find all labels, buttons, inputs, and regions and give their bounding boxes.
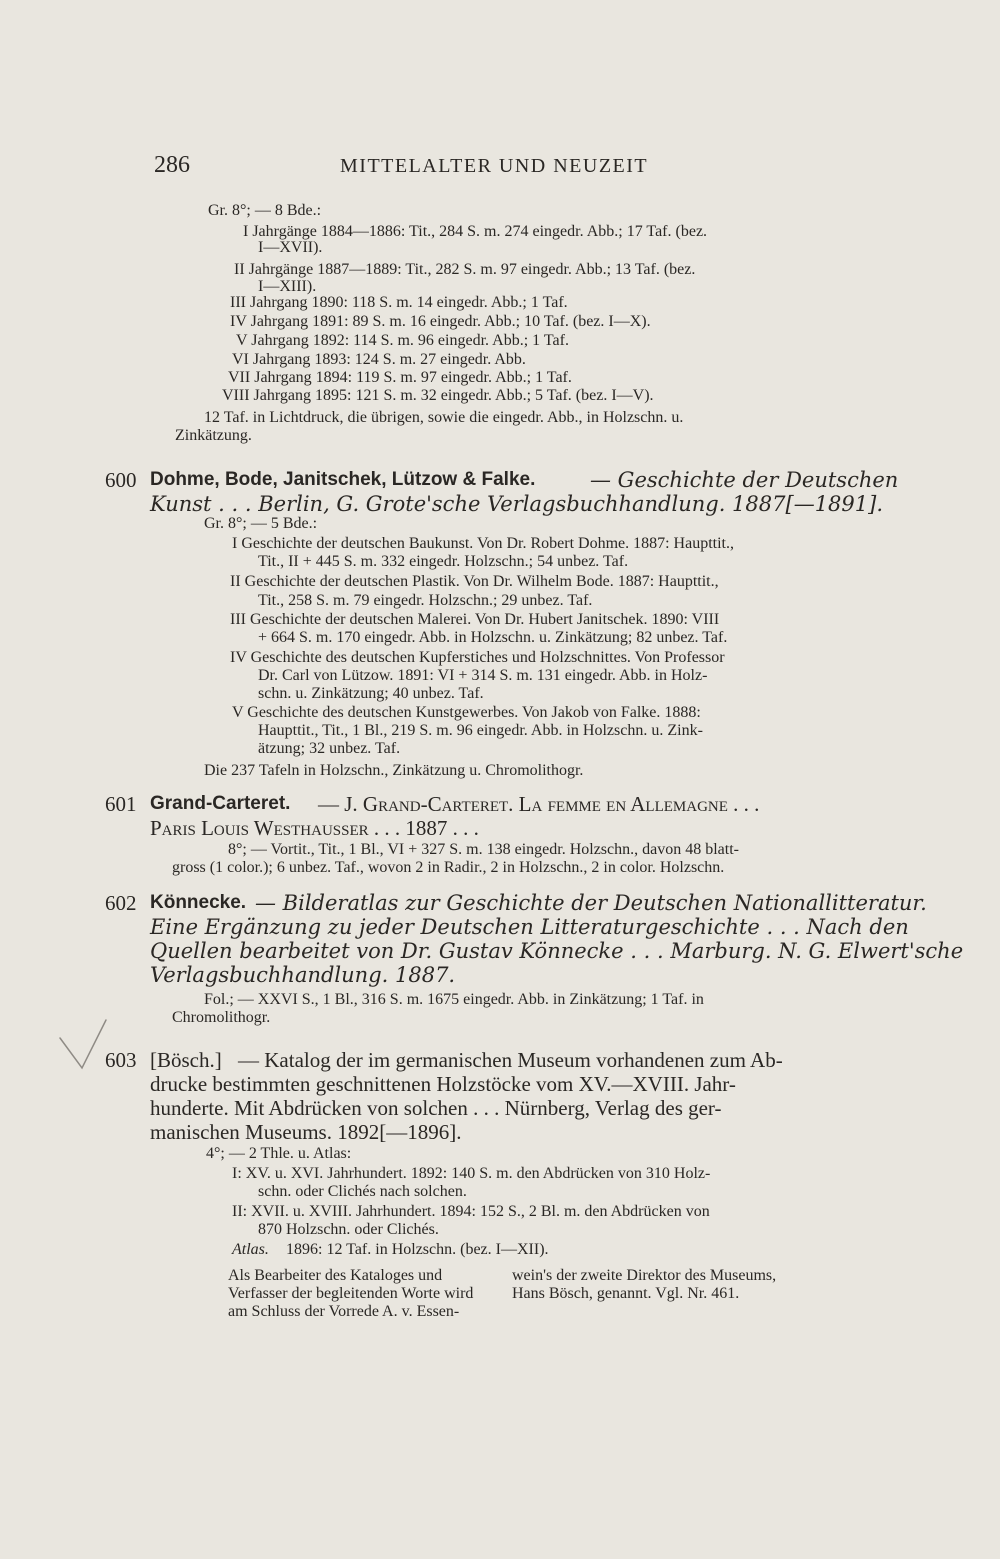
- entry-603-title-line-2: drucke bestimmten geschnittenen Holzstöcke vom XV.—XVIII. Jahr-: [150, 1072, 736, 1096]
- entry-600-vol-5-line-1: V Geschichte des deutschen Kunstgewerbes. Von Jakob von Falke. 1888:: [232, 704, 701, 721]
- prev-volume-2-line-1: II Jahrgänge 1887—1889: Tit., 282 S. m. 97 eingedr. Abb.; 13 Taf. (bez.: [234, 261, 696, 278]
- entry-601-format-line-1: 8°; — Vortit., Tit., 1 Bl., VI + 327 S. m. 138 eingedr. Holzschn., davon 48 blatt-: [228, 841, 739, 858]
- prev-volume-8: VIII Jahrgang 1895: 121 S. m. 32 eingedr. Abb.; 5 Taf. (bez. I—V).: [222, 387, 654, 404]
- entry-603-part-1-line-2: schn. oder Clichés nach solchen.: [258, 1183, 467, 1200]
- prev-volume-4: IV Jahrgang 1891: 89 S. m. 16 eingedr. Abb.; 10 Taf. (bez. I—X).: [230, 313, 651, 330]
- prev-volume-3: III Jahrgang 1890: 118 S. m. 14 eingedr. Abb.; 1 Taf.: [230, 294, 568, 311]
- prev-entry-format: Gr. 8°; — 8 Bde.:: [208, 202, 322, 219]
- entry-600-vol-5-line-2: Haupttit., Tit., 1 Bl., 219 S. m. 96 eingedr. Abb. in Holzschn. u. Zink-: [258, 722, 703, 739]
- entry-603-author: [Bösch.]: [150, 1048, 222, 1072]
- entry-603-atlas-label: Atlas.: [232, 1241, 269, 1258]
- prev-volume-2-line-2: I—XIII).: [258, 278, 317, 295]
- entry-600-vol-3-line-1: III Geschichte der deutschen Malerei. Von Dr. Hubert Janitschek. 1890: VIII: [230, 611, 720, 628]
- entry-602-format-line-2: Chromolithogr.: [172, 1009, 271, 1026]
- entry-602-title-line-4: Verlagsbuchhandlung. 1887.: [150, 963, 456, 987]
- entry-number-602: 602: [105, 891, 137, 915]
- entry-600-vol-4-line-3: schn. u. Zinkätzung; 40 unbez. Taf.: [258, 685, 484, 702]
- prev-volume-1-line-2: I—XVII).: [258, 239, 323, 256]
- entry-600-title-line-1: — Geschichte der Deutschen: [590, 468, 899, 492]
- entry-603-title-line-4: manischen Museums. 1892[—1896].: [150, 1120, 462, 1144]
- entry-600-vol-4-line-1: IV Geschichte des deutschen Kupferstiches und Holzschnittes. Von Professor: [230, 649, 725, 666]
- entry-600-vol-4-line-2: Dr. Carl von Lützow. 1891: VI + 314 S. m. 131 eingedr. Abb. in Holz-: [258, 667, 708, 684]
- pencil-check-mark: [58, 1018, 108, 1070]
- entry-602-author: Könnecke.: [150, 892, 247, 913]
- entry-601-title-line-2: Paris Louis Westhausser . . . 1887 . . .: [150, 816, 479, 840]
- entry-602-title-line-1: — Bilderatlas zur Geschichte der Deutschen Nationallitteratur.: [255, 891, 927, 915]
- entry-603-part-2-line-1: II: XVII. u. XVIII. Jahrhundert. 1894: 152 S., 2 Bl. m. den Abdrücken von: [232, 1203, 710, 1220]
- entry-603-atlas-text: 1896: 12 Taf. in Holzschn. (bez. I—XII).: [286, 1241, 549, 1258]
- entry-602-title-line-3: Quellen bearbeitet von Dr. Gustav Könnecke . . . Marburg. N. G. Elwert'sche: [150, 939, 964, 963]
- entry-603-note-col1-line-2: Verfasser der begleitenden Worte wird: [228, 1285, 474, 1302]
- entry-603-title-line-1: — Katalog der im germanischen Museum vorhandenen zum Ab-: [238, 1048, 783, 1072]
- entry-600-vol-2-line-1: II Geschichte der deutschen Plastik. Von Dr. Wilhelm Bode. 1887: Haupttit.,: [230, 573, 719, 590]
- entry-600-vol-1-line-2: Tit., II + 445 S. m. 332 eingedr. Holzschn.; 54 unbez. Taf.: [258, 553, 629, 570]
- entry-number-601: 601: [105, 792, 137, 816]
- entry-600-vol-5-line-3: ätzung; 32 unbez. Taf.: [258, 740, 401, 757]
- entry-600-vol-3-line-2: + 664 S. m. 170 eingedr. Abb. in Holzschn. u. Zinkätzung; 82 unbez. Taf.: [258, 629, 728, 646]
- entry-600-vol-1-line-1: I Geschichte der deutschen Baukunst. Von Dr. Robert Dohme. 1887: Haupttit.,: [232, 535, 734, 552]
- prev-volume-7: VII Jahrgang 1894: 119 S. m. 97 eingedr. Abb.; 1 Taf.: [228, 369, 572, 386]
- entry-603-part-1-line-1: I: XV. u. XVI. Jahrhundert. 1892: 140 S. m. den Abdrücken von 310 Holz-: [232, 1165, 711, 1182]
- prev-note-line-2: Zinkätzung.: [175, 427, 252, 444]
- entry-603-note-col1-line-1: Als Bearbeiter des Kataloges und: [228, 1267, 443, 1284]
- entry-602-title-line-2: Eine Ergänzung zu jeder Deutschen Litteraturgeschichte . . . Nach den: [150, 915, 909, 939]
- entry-600-authors: Dohme, Bode, Janitschek, Lützow & Falke.: [150, 469, 536, 490]
- entry-600-note: Die 237 Tafeln in Holzschn., Zinkätzung u. Chromolithogr.: [204, 762, 584, 779]
- entry-number-600: 600: [105, 468, 137, 492]
- entry-600-title-line-2: Kunst . . . Berlin, G. Grote'sche Verlagsbuchhandlung. 1887[—1891].: [150, 492, 884, 516]
- entry-603-note-col2-line-1: wein's der zweite Direktor des Museums,: [512, 1267, 777, 1284]
- entry-601-title-line-1: — J. Grand-Carteret. La femme en Allemagne . . .: [318, 792, 760, 816]
- entry-603-part-2-line-2: 870 Holzschn. oder Clichés.: [258, 1221, 439, 1238]
- page-number: 286: [154, 152, 190, 178]
- prev-volume-5: V Jahrgang 1892: 114 S. m. 96 eingedr. Abb.; 1 Taf.: [236, 332, 569, 349]
- running-title: MITTELALTER UND NEUZEIT: [340, 155, 649, 177]
- entry-601-format-line-2: gross (1 color.); 6 unbez. Taf., wovon 2 in Radir., 2 in Holzschn., 2 in color. Holzschn.: [172, 859, 725, 876]
- entry-602-format-line-1: Fol.; — XXVI S., 1 Bl., 316 S. m. 1675 eingedr. Abb. in Zinkätzung; 1 Taf. in: [204, 991, 704, 1008]
- entry-603-note-col1-line-3: am Schluss der Vorrede A. v. Essen-: [228, 1303, 460, 1320]
- entry-600-format: Gr. 8°; — 5 Bde.:: [204, 515, 318, 532]
- entry-number-603: 603: [105, 1048, 137, 1072]
- entry-603-title-line-3: hunderte. Mit Abdrücken von solchen . . . Nürnberg, Verlag des ger-: [150, 1096, 722, 1120]
- entry-603-note-col2-line-2: Hans Bösch, genannt. Vgl. Nr. 461.: [512, 1285, 740, 1302]
- prev-note-line-1: 12 Taf. in Lichtdruck, die übrigen, sowie die eingedr. Abb., in Holzschn. u.: [204, 409, 684, 426]
- prev-volume-6: VI Jahrgang 1893: 124 S. m. 27 eingedr. Abb.: [232, 351, 526, 368]
- entry-603-format: 4°; — 2 Thle. u. Atlas:: [206, 1145, 352, 1162]
- prev-volume-1-line-1: I Jahrgänge 1884—1886: Tit., 284 S. m. 274 eingedr. Abb.; 17 Taf. (bez.: [243, 223, 708, 240]
- entry-600-vol-2-line-2: Tit., 258 S. m. 79 eingedr. Holzschn.; 29 unbez. Taf.: [258, 592, 593, 609]
- entry-601-author: Grand-Carteret.: [150, 793, 291, 814]
